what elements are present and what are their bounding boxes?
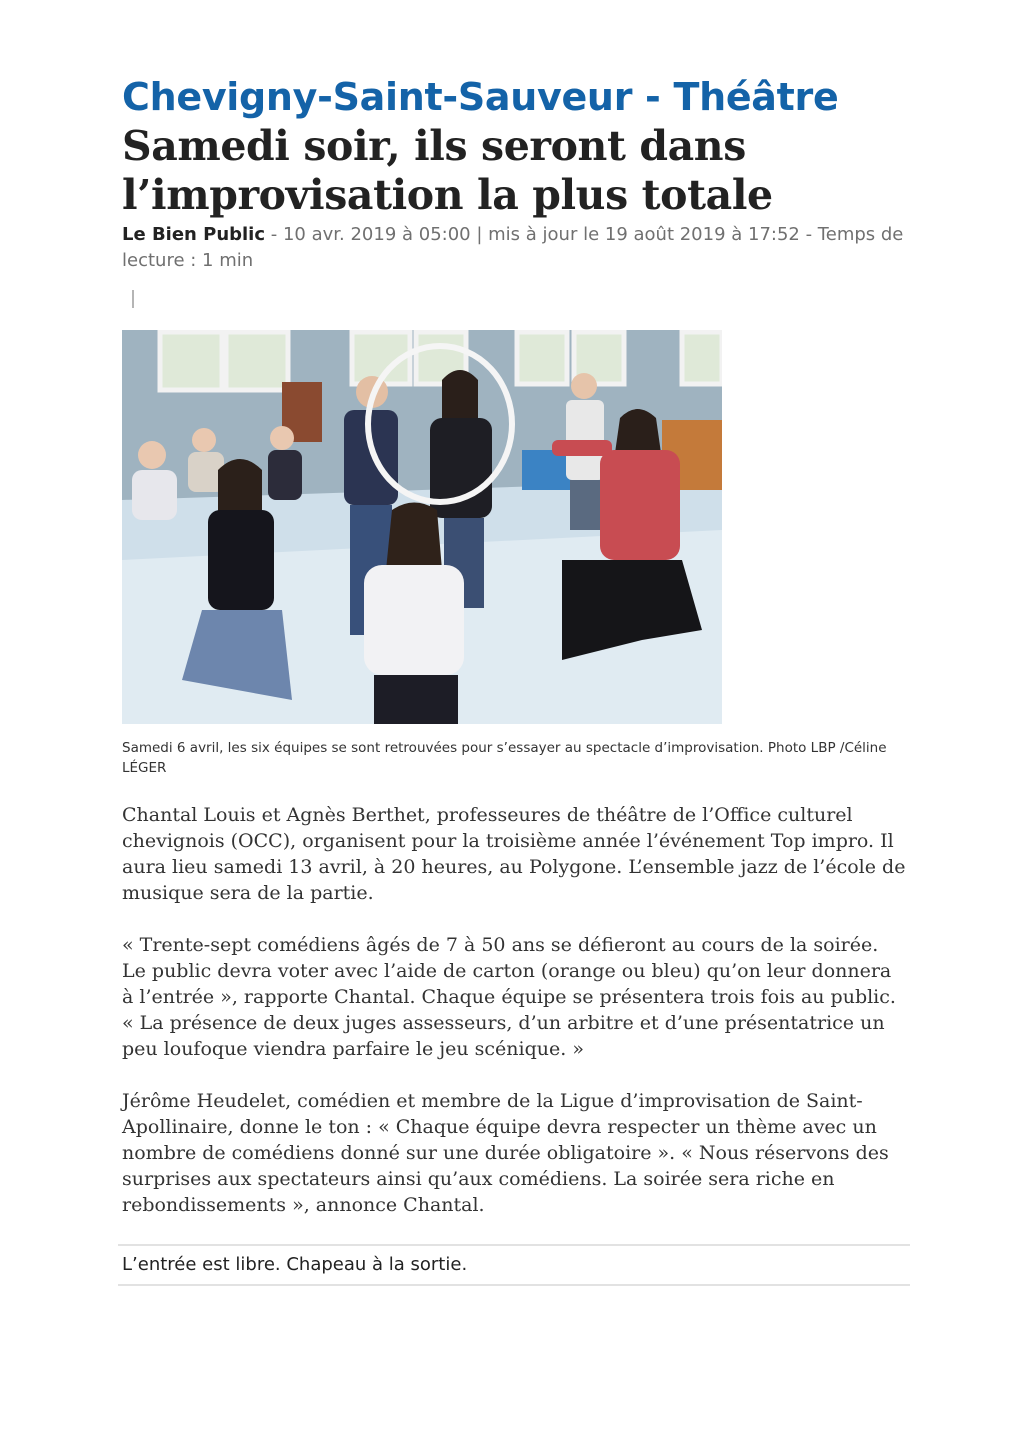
article-paragraph: « Trente-sept comédiens âgés de 7 à 50 ans se défieront au cours de la soirée. Le public devra voter avec l’aide de carton (orange ou bleu) qu’on leur donnera à l’entrée », rapporte Chantal. Chaque équipe se présentera trois fois au public. « La présence de deux juges assesseurs, d’un arbitre et d’une présentatrice un peu loufoque viendra parfaire le jeu scénique. » (122, 934, 896, 1060)
photo-illustration (122, 330, 722, 724)
article-dates-reading-time: - 10 avr. 2019 à 05:00 | mis à jour le 19 août 2019 à 17:52 - Temps de lecture : 1 min (122, 224, 904, 271)
article-body (122, 802, 906, 1218)
article-source[interactable]: Le Bien Public (122, 224, 266, 245)
article-title: Samedi soir, ils seront dans l’improvisation la plus totale (122, 122, 773, 219)
article-paragraph: Jérôme Heudelet, comédien et membre de la Ligue d’improvisation de Saint-Apollinaire, donne le ton : « Chaque équipe devra respecter un thème avec un nombre de comédiens donné sur une durée obligatoire ». « Nous réservons des surprises aux spectateurs ainsi qu’aux comédiens. La soirée sera riche en rebondissements », annonce Chantal. (122, 1090, 889, 1216)
article-kicker: Chevigny-Saint-Sauveur - Théâtre (122, 75, 839, 119)
article (122, 72, 906, 1286)
article-paragraph: Chantal Louis et Agnès Berthet, professeures de théâtre de l’Office culturel chevignois (OCC), organisent pour la troisième année l’événement Top impro. Il aura lieu samedi 13 avril, à 20 heures, au Polygone. L’ensemble jazz de l’école de musique sera de la partie. (122, 804, 906, 904)
share-divider (132, 290, 134, 308)
article-footer-note: L’entrée est libre. Chapeau à la sortie. (118, 1244, 910, 1286)
article-meta (122, 222, 906, 274)
article-photo[interactable] (122, 330, 722, 724)
photo-caption: Samedi 6 avril, les six équipes se sont retrouvées pour s’essayer au spectacle d’improvisation. Photo LBP /Céline LÉGER (122, 740, 887, 776)
